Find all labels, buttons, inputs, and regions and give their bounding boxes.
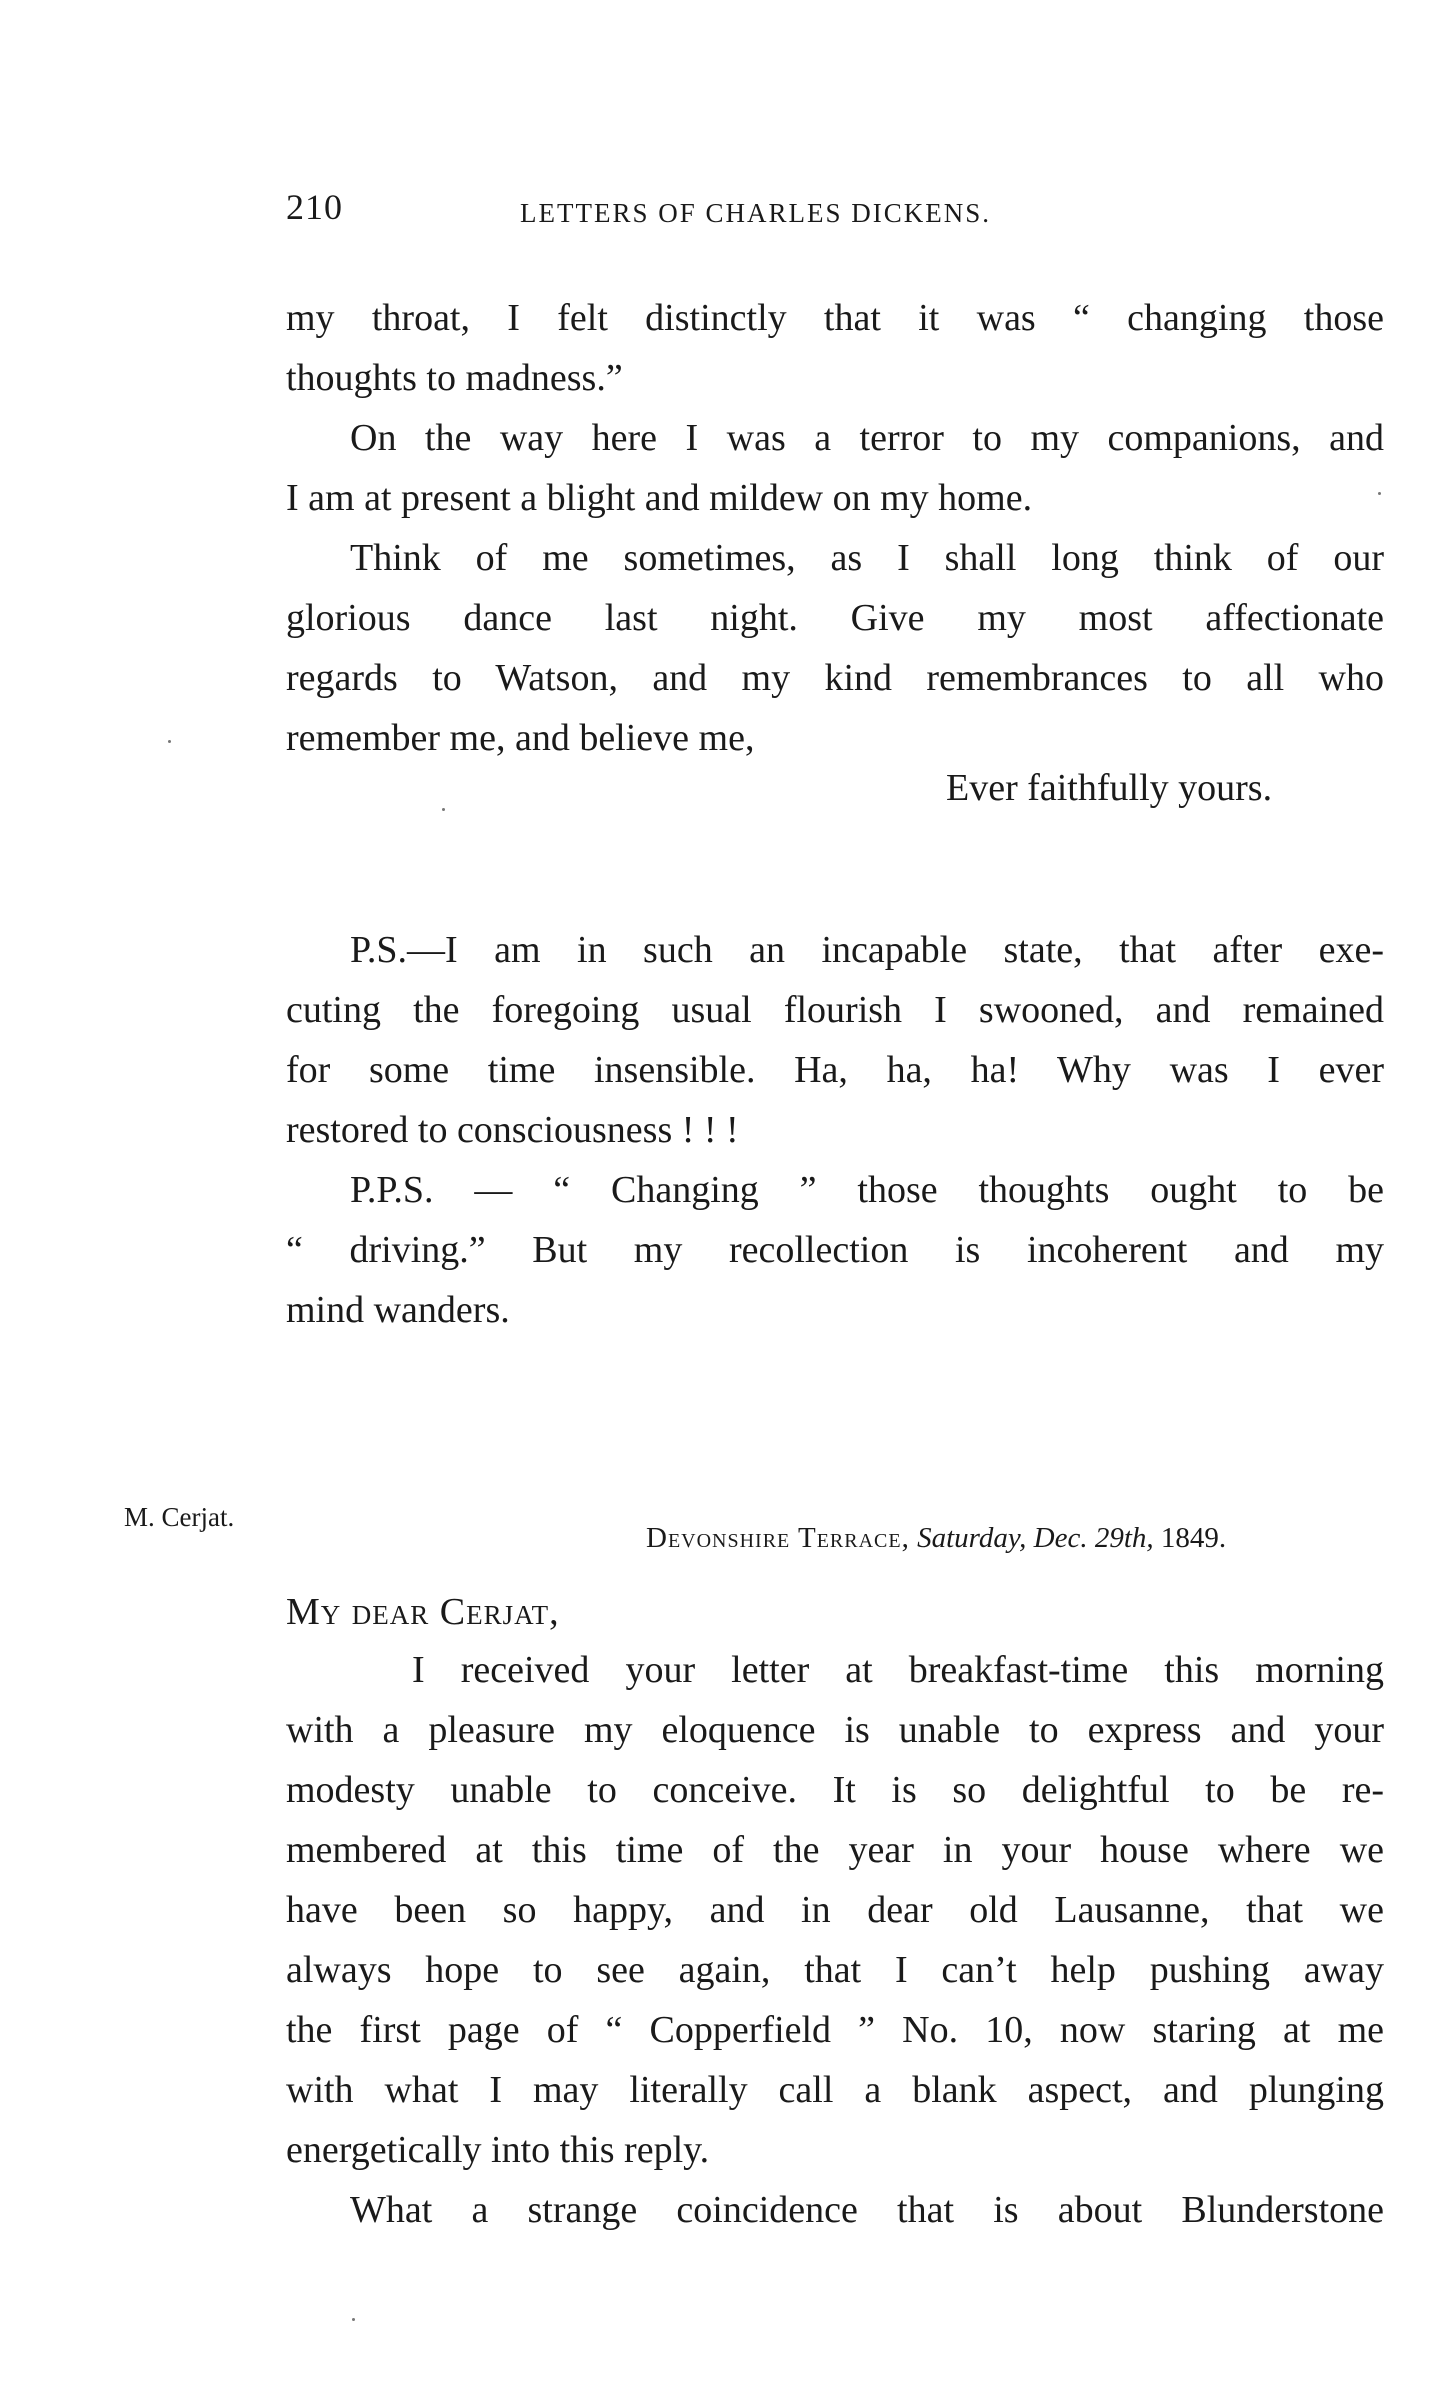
letter1-paragraph-2 [286, 408, 1384, 528]
text-line: the first page of “ Copperfield ” No. 10, now staring at me [286, 2009, 1384, 2051]
text-line: cuting the foregoing usual flourish I swooned, and remained [286, 989, 1384, 1031]
letter2-paragraph-1 [286, 1640, 1384, 2180]
letter1-paragraph-1 [286, 288, 1384, 408]
text-line: my throat, I felt distinctly that it was “ changing those [286, 297, 1384, 339]
marginal-recipient-note: M. Cerjat. [124, 1502, 235, 1532]
text-line: energetically into this reply. [286, 2129, 710, 2171]
text-line: I received your letter at breakfast-time this morning [412, 1649, 1384, 1691]
text-line: On the way here I was a terror to my companions, and [350, 417, 1384, 459]
text-line: glorious dance last night. Give my most affectionate [286, 597, 1384, 639]
page-header [286, 186, 1386, 238]
page-number: 210 [286, 187, 343, 227]
text-line: mind wanders. [286, 1289, 510, 1331]
text-line: What a strange coincidence that is about Blunderstone [350, 2189, 1384, 2231]
text-line: I am at present a blight and mildew on my home. [286, 477, 1033, 519]
text-line: Think of me sometimes, as I shall long think of our [350, 537, 1384, 579]
letter2-paragraph-2 [286, 2180, 1384, 2240]
scan-speck [352, 2318, 355, 2321]
salutation: My dear Cerjat, [286, 1591, 560, 1633]
postscript [286, 920, 1384, 1160]
text-line: with what I may literally call a blank aspect, and plunging [286, 2069, 1384, 2111]
dateline-date: Saturday, Dec. 29th, [917, 1522, 1154, 1554]
text-line: always hope to see again, that I can’t help pushing away [286, 1949, 1384, 1991]
post-postscript [286, 1160, 1384, 1340]
dateline-year: 1849. [1160, 1522, 1227, 1554]
scan-speck [168, 740, 171, 743]
text-line: modesty unable to conceive. It is so delightful to be re- [286, 1769, 1384, 1811]
text-line: membered at this time of the year in your house where we [286, 1829, 1384, 1871]
text-line: P.S.—I am in such an incapable state, that after exe- [350, 929, 1384, 971]
letter1-paragraph-3 [286, 528, 1384, 768]
dateline-place: Devonshire Terrace, [646, 1522, 910, 1554]
text-line: regards to Watson, and my kind remembrances to all who [286, 657, 1384, 699]
signoff: Ever faithfully yours. [946, 767, 1273, 809]
text-line: for some time insensible. Ha, ha, ha! Why was I ever [286, 1049, 1384, 1091]
text-line: restored to consciousness ! ! ! [286, 1109, 739, 1151]
scan-speck [1378, 492, 1381, 495]
text-line: have been so happy, and in dear old Lausanne, that we [286, 1889, 1384, 1931]
text-line: thoughts to madness.” [286, 357, 623, 399]
text-line: “ driving.” But my recollection is incoherent and my [286, 1229, 1384, 1271]
text-line: P.P.S. — “ Changing ” those thoughts ought to be [350, 1169, 1384, 1211]
running-title: LETTERS OF CHARLES DICKENS. [520, 198, 992, 228]
text-line: remember me, and believe me, [286, 717, 755, 759]
scan-speck [442, 808, 445, 811]
letter-dateline [646, 1522, 1226, 1555]
text-line: with a pleasure my eloquence is unable to express and your [286, 1709, 1384, 1751]
